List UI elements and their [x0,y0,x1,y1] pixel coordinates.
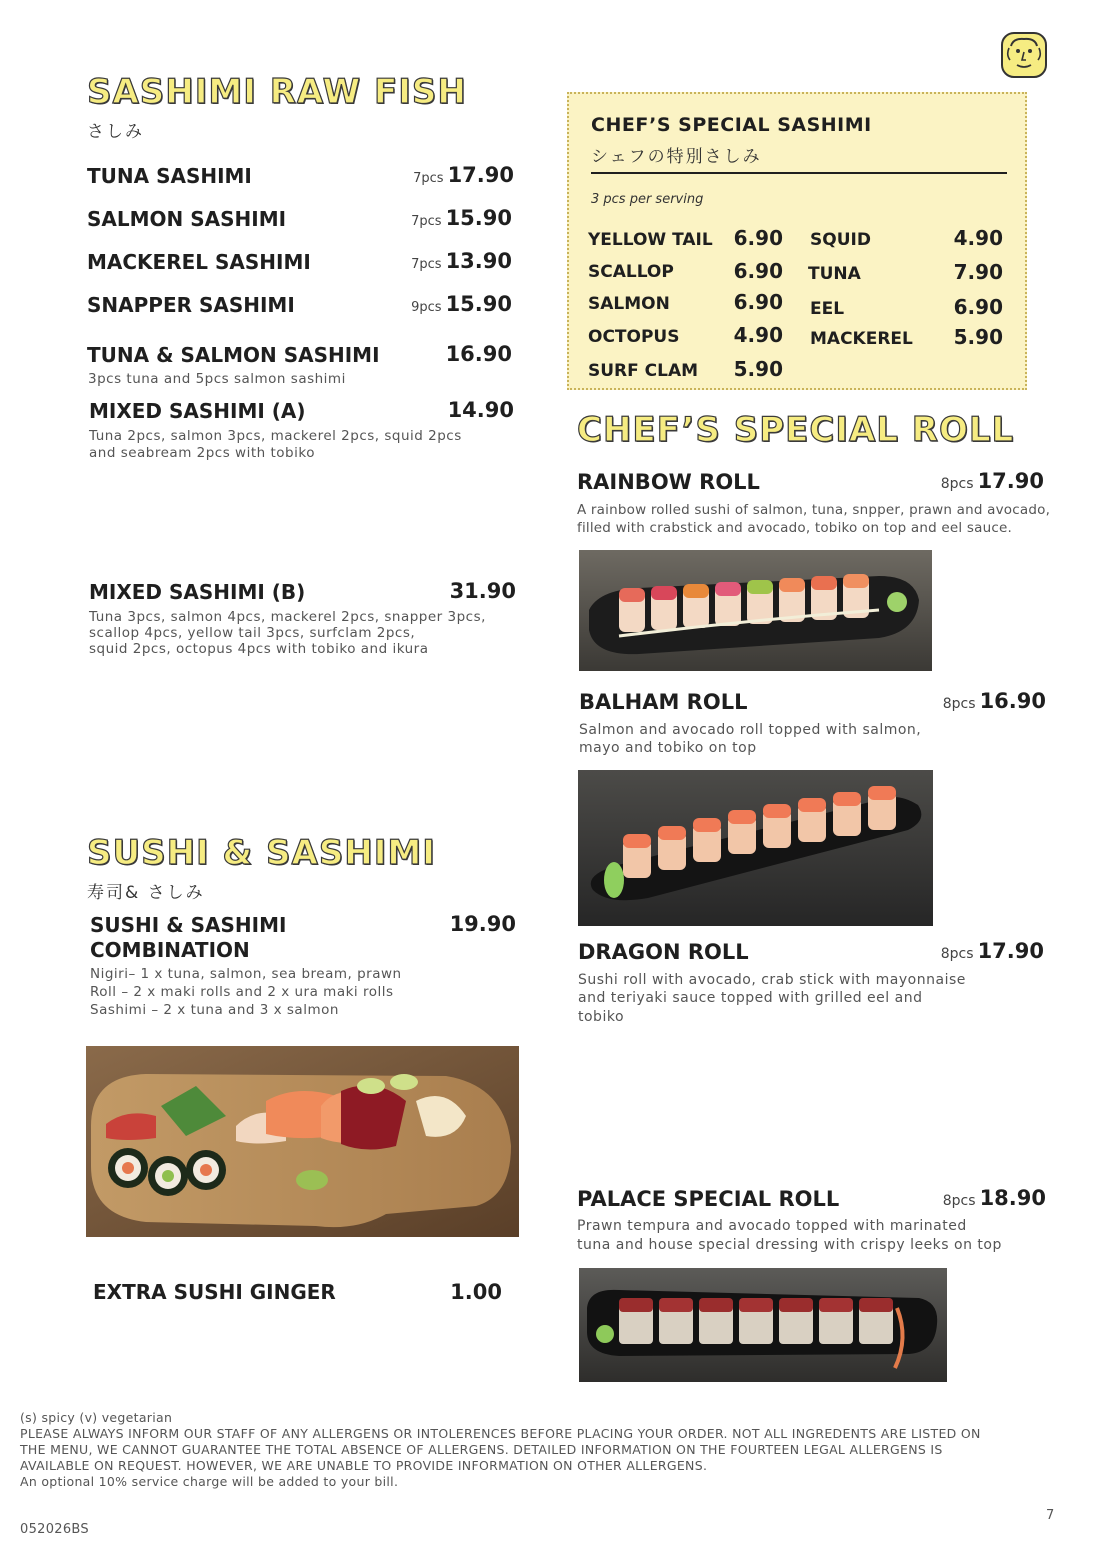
menu-item-description: Tuna 3pcs, salmon 4pcs, mackerel 2pcs, snapper 3pcs, [89,609,486,625]
menu-item-price: 16.90 [979,689,1046,713]
menu-item-price-block [941,939,1044,963]
box-title: CHEF’S SPECIAL SASHIMI [591,114,872,136]
menu-item-price: 15.90 [445,206,512,230]
special-item-name: SCALLOP [588,262,674,282]
menu-item-name: TUNA & SALMON SASHIMI [87,343,380,367]
pcs-label: 7pcs [411,257,442,272]
special-item-price: 6.90 [733,226,783,250]
pcs-label: 7pcs [411,214,442,229]
face-logo-icon [999,30,1049,80]
menu-item-price-block [411,292,512,316]
box-jp-title: シェフの特別さしみ [591,147,762,167]
menu-item-description: filled with crabstick and avocado, tobiko on top and eel sauce. [577,520,1012,536]
menu-item-description: scallop 4pcs, yellow tail 3pcs, surfclam 2pcs, [89,625,416,641]
menu-item-name: RAINBOW ROLL [577,470,760,494]
special-item-price: 6.90 [953,295,1003,319]
menu-item-name: COMBINATION [90,938,250,962]
menu-item-description: Sashimi – 2 x tuna and 3 x salmon [90,1002,339,1018]
menu-item-price: 17.90 [977,939,1044,963]
menu-item-name: DRAGON ROLL [578,940,749,964]
special-item-price: 5.90 [953,325,1003,349]
special-item-name: TUNA [808,264,861,284]
pcs-label: 8pcs [940,946,974,962]
special-item-price: 4.90 [953,226,1003,250]
pcs-label: 8pcs [942,1193,976,1209]
special-item-price: 4.90 [733,323,783,347]
allergen-notice: AVAILABLE ON REQUEST. HOWEVER, WE ARE UNABLE TO PROVIDE INFORMATION ON OTHER ALLERGENS. [20,1458,708,1473]
menu-item-description: Prawn tempura and avocado topped with marinated [577,1218,967,1234]
chef-roll-section-title: CHEF’S SPECIAL ROLL [577,410,1015,450]
menu-item-description: squid 2pcs, octopus 4pcs with tobiko and ikura [89,641,429,657]
menu-item-price: 17.90 [977,469,1044,493]
menu-item-description: Tuna 2pcs, salmon 3pcs, mackerel 2pcs, squid 2pcs [89,428,462,444]
special-item-name: OCTOPUS [588,327,680,347]
menu-item-price: 14.90 [447,398,514,422]
allergen-notice: PLEASE ALWAYS INFORM OUR STAFF OF ANY ALLERGENS OR INTOLERENCES BEFORE PLACING YOUR ORDER. NOT ALL INGREDENTS ARE LISTED ON [20,1426,981,1441]
special-item-name: SALMON [588,294,670,314]
box-divider [591,172,1007,174]
menu-item-name: TUNA SASHIMI [87,164,252,188]
menu-item-description: A rainbow rolled sushi of salmon, tuna, snpper, prawn and avocado, [577,502,1051,518]
pcs-label: 9pcs [411,300,442,315]
pcs-label: 7pcs [413,171,444,186]
menu-item-price: 19.90 [449,912,516,936]
menu-item-name: SNAPPER SASHIMI [87,293,295,317]
menu-item-name: BALHAM ROLL [579,690,748,714]
menu-item-price: 16.90 [445,342,512,366]
special-item-price: 6.90 [733,290,783,314]
pcs-label: 8pcs [940,476,974,492]
menu-item-price-block [411,206,512,230]
menu-code: 052026BS [20,1522,89,1537]
sushi-sashimi-section-title: SUSHI & SASHIMI [87,833,436,873]
menu-item-name: EXTRA SUSHI GINGER [93,1280,336,1304]
palace-roll-photo [579,1268,947,1382]
sushi-combination-photo [86,1046,519,1237]
special-item-name: SQUID [810,230,871,250]
menu-item-price: 18.90 [979,1186,1046,1210]
menu-item-description: and seabream 2pcs with tobiko [89,445,315,461]
menu-item-description: 3pcs tuna and 5pcs salmon sashimi [88,371,346,387]
special-item-price: 7.90 [953,260,1003,284]
sushi-sashimi-jp: 寿司& さしみ [87,883,205,903]
menu-item-price: 13.90 [445,249,512,273]
sashimi-section-title: SASHIMI RAW FISH [87,72,467,112]
menu-item-description: Salmon and avocado roll topped with salmon, [579,722,922,738]
menu-item-description: Roll – 2 x maki rolls and 2 x ura maki rolls [90,984,394,1000]
sashimi-section-jp: さしみ [87,122,144,142]
special-item-name: YELLOW TAIL [588,230,713,250]
special-item-price: 5.90 [733,357,783,381]
menu-item-name: MACKEREL SASHIMI [87,250,311,274]
menu-item-name: SALMON SASHIMI [87,207,287,231]
special-item-name: EEL [810,299,845,319]
chef-special-sashimi-box [567,92,1027,390]
allergen-notice: THE MENU, WE CANNOT GUARANTEE THE TOTAL ABSENCE OF ALLERGENS. DETAILED INFORMATION ON THE FOURTEEN LEGAL ALLERGENS IS [20,1442,943,1457]
special-item-name: MACKEREL [810,329,913,349]
menu-item-description: and teriyaki sauce topped with grilled eel and [578,990,923,1006]
balham-roll-photo [578,770,933,926]
menu-item-price: 15.90 [445,292,512,316]
menu-item-price-block [413,163,514,187]
menu-item-price-block [941,469,1044,493]
menu-item-description: tuna and house special dressing with crispy leeks on top [577,1237,1002,1253]
menu-item-description: mayo and tobiko on top [579,740,757,756]
menu-item-name: SUSHI & SASHIMI [90,913,287,937]
rainbow-roll-photo [579,550,932,671]
service-charge-note: An optional 10% service charge will be added to your bill. [20,1474,399,1489]
serving-note: 3 pcs per serving [591,192,704,207]
menu-item-price-block [943,689,1046,713]
special-item-name: SURF CLAM [588,361,699,381]
menu-item-name: PALACE SPECIAL ROLL [577,1187,840,1211]
menu-item-price: 1.00 [450,1280,502,1304]
menu-item-price-block [411,249,512,273]
menu-item-price: 17.90 [447,163,514,187]
menu-item-description: Nigiri– 1 x tuna, salmon, sea bream, prawn [90,966,402,982]
menu-item-name: MIXED SASHIMI (A) [89,399,306,423]
page-number: 7 [1046,1508,1055,1523]
menu-item-description: Sushi roll with avocado, crab stick with mayonnaise [578,972,966,988]
diet-legend: (s) spicy (v) vegetarian [20,1410,173,1425]
menu-item-name: MIXED SASHIMI (B) [89,580,306,604]
menu-item-price-block [943,1186,1046,1210]
pcs-label: 8pcs [942,696,976,712]
special-item-price: 6.90 [733,259,783,283]
menu-item-price: 31.90 [449,579,516,603]
menu-item-description: tobiko [578,1009,625,1025]
